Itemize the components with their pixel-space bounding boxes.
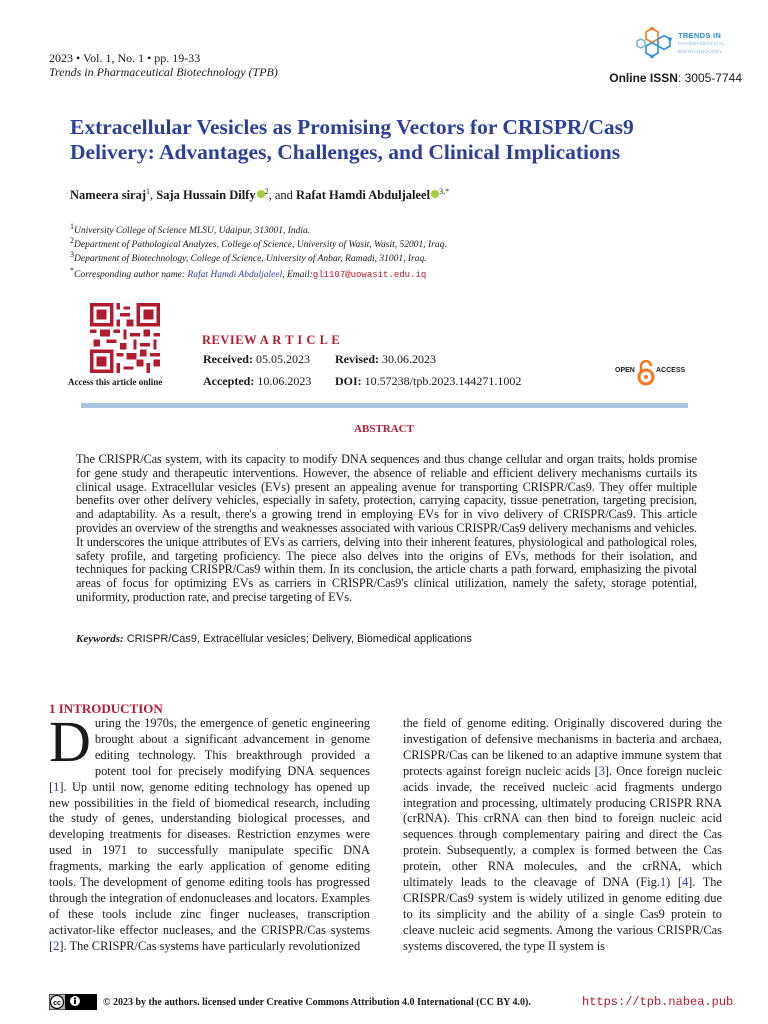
intro-column-1: During the 1970s, the emergence of genetic engineering brought about a significant advancement in genome editing technology. This breakthrough provided a potent tool for precisely modifying DNA sequences [1]. Up until now, genome editing technology has opened up new possibilities in the field of biomedical research, including the study of genes, understanding biological processes, and developing treatments for diseases. Restriction enzymes were used in 1971 to successfully manipulate specific DNA fragments, marking the early application of genome editing tools. The development of genome editing tools has progressed through the integration of endonucleases and locators. Examples of these tools include zinc finger nucleases, transcription activator-like effector nucleases, and the CRISPR/Cas systems [2]. The CRISPR/Cas systems have particularly revolutionized (49, 709, 370, 953)
journal-url[interactable]: https://tpb.nabea.pub (582, 995, 734, 1009)
citation-link[interactable]: 3 (598, 763, 605, 778)
open-access-badge: OPEN ACCESS (615, 360, 690, 386)
received-date: Received: 05.05.2023 (203, 352, 310, 366)
logo-line-3: BIOTECHNOLOGY (678, 49, 723, 54)
article-title: Extracellular Vesicles as Promising Vectors for CRISPR/Cas9 Delivery: Advantages, Challenges, and Clinical Implications (70, 115, 634, 164)
section-heading-introduction: 1 INTRODUCTION (49, 701, 163, 716)
logo-line-1: TRENDS IN (678, 31, 722, 40)
volume-line: 2023 • Vol. 1, No. 1 • pp. 19-33 (49, 51, 201, 65)
author-list: Nameera siraj$^1$, Saja Hussain Dilfy $^2$, and Rafat Hamdi Abduljaleel $^{3,*}$ (70, 187, 450, 203)
qr-caption: Access this article online (68, 377, 163, 387)
orcid-icon[interactable] (431, 190, 439, 198)
logo-line-2: PHARMACEUTICAL (678, 41, 726, 46)
abstract-text: The CRISPR/Cas system, with its capacity to modify DNA sequences and thus change cellular and organ traits, holds promise for gene study and therapeutic interventions. However, the absence of reliable and efficient delivery mechanisms curtails its clinical usage. Extracellular vesicles (EVs) present an appealing avenue for transporting CRISPR/Cas9. They offer multiple benefits over other delivery vehicles, especially in safety, protection, carrying capacity, tissue penetration, targeting precision, and adaptability. As a result, there's a growing trend in employing EVs for in vivo delivery of CRISPR/Cas9. This article provides an overview of the strengths and weaknesses associated with various CRISPR/Cas9 delivery mechanisms and vehicles. It underscores the unique attributes of EVs as carriers, delving into their inherent features, physiological and pathological roles, safety profile, and targeting proficiency. The piece also delves into the origins of EVs, methods for their isolation, and techniques for packing CRISPR/Cas9 within them. In its conclusion, the article charts a path forward, emphasizing the pivotal areas of focus for optimizing EVs as carriers in CRISPR/Cas9's clinical utilization, namely the safety, storage potential, uniformity, production rate, and precise targeting of EVs. (76, 452, 697, 604)
author-3: Rafat Hamdi Abduljaleel (296, 188, 431, 203)
article-type: REVIEW A R T I C L E (202, 333, 341, 347)
revised-date: Revised: 30.06.2023 (335, 352, 436, 366)
citation-link[interactable]: 4 (681, 875, 689, 890)
drop-cap: D (49, 709, 91, 774)
doi[interactable]: DOI: 10.57238/tpb.2023.144271.1002 (335, 374, 522, 388)
svg-text:cc: cc (53, 999, 61, 1007)
figure-link[interactable]: 1 (659, 875, 667, 890)
corresponding-author-link[interactable]: Rafat Hamdi Abduljaleel (187, 270, 283, 281)
accepted-date: Accepted: 10.06.2023 (203, 374, 312, 388)
open-access-lock-icon (637, 360, 655, 386)
abstract-heading: ABSTRACT (354, 423, 414, 435)
corresponding-author: *Corresponding author name: Rafat Hamdi Abduljaleel, Email:gl1107@uowasit.edu.iq (70, 266, 427, 281)
affiliation-3: $^3$Department of Biotechnology, College of Science, University of Anbar, Ramadi, 31001, Iraq. (70, 250, 427, 265)
author-1: Nameera siraj (70, 188, 147, 203)
affiliation-2: $^2$Department of Pathological Analyzes, College of Science, University of Wasit, Wasit, 52001, Iraq. (70, 236, 447, 251)
citation-link[interactable]: 2 (53, 938, 60, 953)
journal-name: Trends in Pharmaceutical Biotechnology (TPB) (49, 65, 278, 79)
citation-link[interactable]: 1 (53, 779, 60, 794)
qr-code-icon[interactable] (90, 303, 160, 373)
email-link[interactable]: gl1107@uowasit.edu.iq (312, 270, 427, 281)
journal-logo (634, 22, 748, 66)
orcid-icon[interactable] (257, 190, 265, 198)
author-2: Saja Hussain Dilfy (156, 188, 256, 203)
header-divider (81, 403, 688, 408)
online-issn: Online ISSN: 3005-7744 (609, 71, 742, 85)
keywords: Keywords: CRISPR/Cas9, Extracellular vesicles; Delivery, Biomedical applications (76, 633, 472, 645)
license-text: © 2023 by the authors. licensed under Creative Commons Attribution 4.0 International (CC BY 4.0). (103, 997, 531, 1008)
creative-commons-icon[interactable] (49, 994, 97, 1010)
affiliation-1: $^1$University College of Science MLSU, Udaipur, 313001, India. (70, 222, 311, 237)
intro-column-2: the field of genome editing. Originally discovered during the investigation of defensive mechanisms in bacteria and archaea, CRISPR/Cas can be likened to an adaptive immune system that protects against foreign nucleic acids [3]. Once foreign nucleic acids invade, the received nucleic acid fragments undergo integration and processing, ultimately producing CRISPR RNA (crRNA). This crRNA can then bind to foreign nucleic acid sequences through complementary pairing and direct the Cas protein. Subsequently, a complex is formed between the Cas protein, other RNA molecules, and the crRNA, which ultimately leads to the cleavage of DNA (Fig.1) [4]. The CRISPR/Cas9 system is widely utilized in genome editing due to its simplicity and the ability of a single Cas9 protein to cleave nucleic acid segments. Among the various CRISPR/Cas systems discovered, the type II system is (403, 716, 722, 953)
hexagon-molecule-icon (634, 22, 678, 66)
